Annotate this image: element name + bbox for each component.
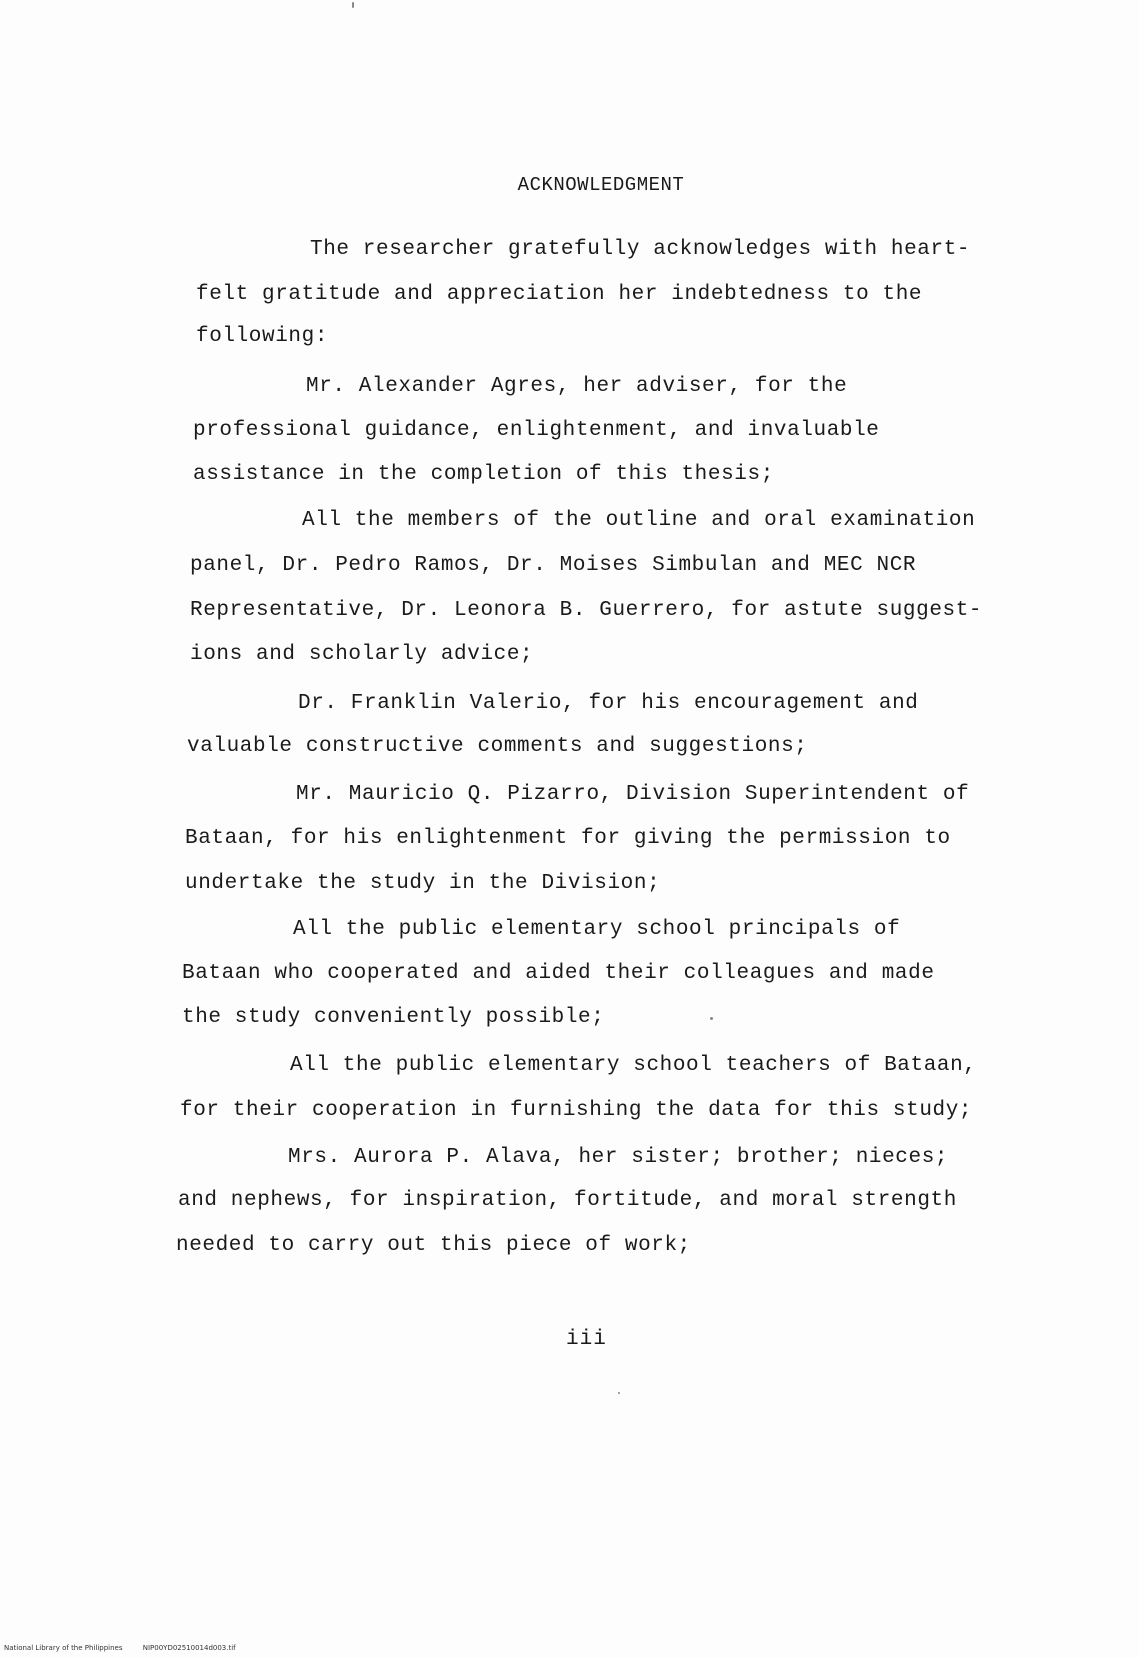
- text-line: Representative, Dr. Leonora B. Guerrero, for astute suggest-: [190, 599, 983, 622]
- text-line: for their cooperation in furnishing the data for this study;: [180, 1099, 973, 1122]
- text-line: Mrs. Aurora P. Alava, her sister; brother; nieces;: [288, 1146, 949, 1169]
- text-line: All the members of the outline and oral examination: [302, 509, 976, 532]
- text-line: Mr. Mauricio Q. Pizarro, Division Superintendent of: [296, 783, 970, 806]
- text-line: felt gratitude and appreciation her indebtedness to the: [196, 283, 923, 306]
- text-line: The researcher gratefully acknowledges with heart-: [310, 238, 971, 261]
- page-number: iii: [566, 1328, 607, 1351]
- scan-speck: [618, 1392, 620, 1394]
- text-line: following:: [196, 325, 329, 348]
- text-line: and nephews, for inspiration, fortitude, and moral strength: [178, 1189, 957, 1212]
- page-heading: ACKNOWLEDGMENT: [517, 174, 685, 196]
- text-line: ions and scholarly advice;: [190, 643, 534, 666]
- text-line: All the public elementary school teachers of Bataan,: [290, 1054, 977, 1077]
- footer-file-id: NIP00YD02510014d003.tif: [142, 1644, 236, 1652]
- text-line: panel, Dr. Pedro Ramos, Dr. Moises Simbulan and MEC NCR: [190, 554, 917, 577]
- text-line: assistance in the completion of this thesis;: [193, 463, 774, 486]
- text-line: Bataan who cooperated and aided their colleagues and made: [182, 962, 935, 985]
- text-line: needed to carry out this piece of work;: [176, 1234, 691, 1257]
- text-line: professional guidance, enlightenment, and invaluable: [193, 419, 880, 442]
- scan-speck: [710, 1017, 713, 1020]
- text-line: the study conveniently possible;: [182, 1006, 605, 1029]
- text-line: undertake the study in the Division;: [185, 872, 661, 895]
- footer-library: National Library of the Philippines: [4, 1644, 123, 1652]
- text-line: Mr. Alexander Agres, her adviser, for the: [306, 375, 848, 398]
- text-line: Dr. Franklin Valerio, for his encouragement and: [298, 692, 919, 715]
- scan-speck: [352, 2, 354, 8]
- text-line: Bataan, for his enlightenment for giving the permission to: [185, 827, 951, 850]
- text-line: All the public elementary school principals of: [293, 918, 901, 941]
- scan-footer: [4, 1644, 254, 1652]
- text-line: valuable constructive comments and suggestions;: [187, 735, 808, 758]
